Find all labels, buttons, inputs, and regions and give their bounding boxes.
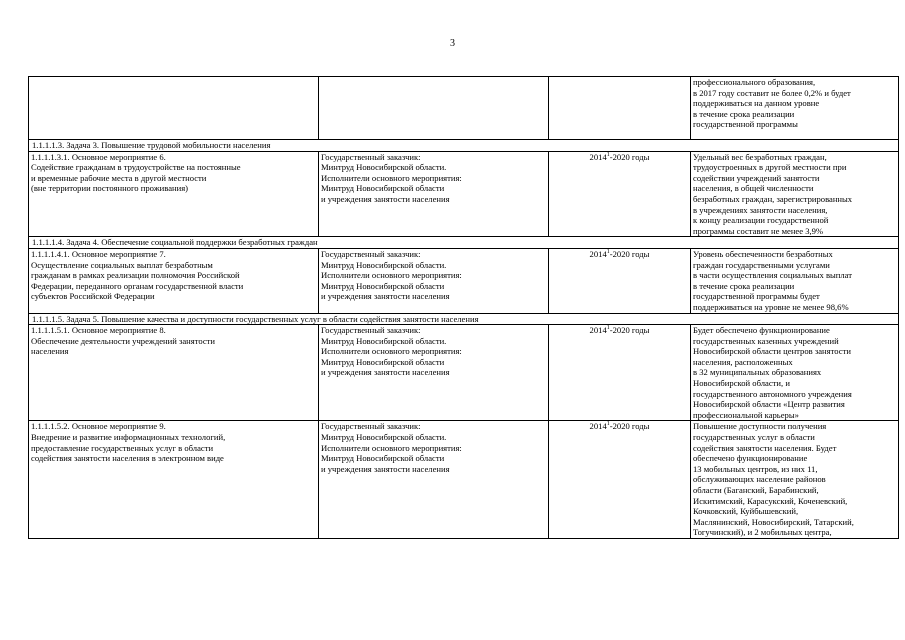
- period-cell: [549, 77, 691, 140]
- measure-name-cell: 1.1.1.1.4.1. Основное мероприятие 7. Осуществление социальных выплат безработным гражданам в рамках реализации полномочия Российской Федерации, переданного органам государственной власти субъектов Российской Федерации: [29, 248, 319, 313]
- task-heading: 1.1.1.1.3. Задача 3. Повышение трудовой мобильности населения: [29, 140, 899, 152]
- table-row-measure-7: [29, 248, 899, 313]
- period-cell: 2014$^1$-2020 годы: [549, 151, 691, 237]
- measure-name-cell: 1.1.1.1.5.2. Основное мероприятие 9. Внедрение и развитие информационных технологий, предоставление государственных услуг в области содействия занятости населения в электронном виде: [29, 421, 319, 539]
- executor-cell: Государственный заказчик: Минтруд Новосибирской области. Исполнители основного мероприятия: Минтруд Новосибирской области и учреждения занятости населения: [319, 151, 549, 237]
- result-cell: Повышение доступности получения государственных услуг в области содействия занятости населения. Будет обеспечено функционирование 13 мобильных центров, из них 11, обслуживающих население районов области (Баганский, Барабинский, Искитимский, Карасукский, Коченевский, Кочковский, Куйбышевский, Маслянинский, Новосибирский, Татарский, Тогучинский), и 2 мобильных центра,: [691, 421, 899, 539]
- executor-cell: Государственный заказчик: Минтруд Новосибирской области. Исполнители основного мероприятия: Минтруд Новосибирской области и учреждения занятости населения: [319, 248, 549, 313]
- executor-cell: Государственный заказчик: Минтруд Новосибирской области. Исполнители основного мероприятия: Минтруд Новосибирской области и учреждения занятости населения: [319, 325, 549, 421]
- period-cell: 2014$^1$-2020 годы: [549, 325, 691, 421]
- task-row-3: [29, 140, 899, 152]
- task-heading: 1.1.1.1.4. Задача 4. Обеспечение социальной поддержки безработных граждан: [29, 237, 899, 249]
- result-cell: профессионального образования, в 2017 году составит не более 0,2% и будет поддерживаться на данном уровне в течение срока реализации государственной программы: [691, 77, 899, 140]
- table-row-measure-6: [29, 151, 899, 237]
- task-row-4: [29, 237, 899, 249]
- period-cell: 2014$^1$-2020 годы: [549, 248, 691, 313]
- table-row-measure-9: [29, 421, 899, 539]
- result-cell: Будет обеспечено функционирование государственных казенных учреждений Новосибирской области центров занятости населения, расположенных в 32 муниципальных образованиях Новосибирской области, и государственного автономного учреждения Новосибирской области «Центр развития профессиональной карьеры»: [691, 325, 899, 421]
- program-measures-table: [28, 76, 899, 539]
- executor-cell: Государственный заказчик: Минтруд Новосибирской области. Исполнители основного мероприятия: Минтруд Новосибирской области и учреждения занятости населения: [319, 421, 549, 539]
- period-cell: 2014$^1$-2020 годы: [549, 421, 691, 539]
- table-row-continuation: [29, 77, 899, 140]
- measure-name-cell: [29, 77, 319, 140]
- task-row-5: [29, 313, 899, 325]
- result-cell: Уровень обеспеченности безработных граждан государственными услугами в части осуществления социальных выплат в течение срока реализации государственной программы будет поддерживаться на уровне не менее 98,6%: [691, 248, 899, 313]
- table-row-measure-8: [29, 325, 899, 421]
- measure-name-cell: 1.1.1.1.3.1. Основное мероприятие 6. Содействие гражданам в трудоустройстве на постоянные и временные рабочие места в другой местности (вне территории постоянного проживания): [29, 151, 319, 237]
- result-cell: Удельный вес безработных граждан, трудоустроенных в другой местности при содействии учреждений занятости населения, в общей численности безработных граждан, зарегистрированных в учреждениях занятости населения, к концу реализации государственной программы составит не менее 3,9%: [691, 151, 899, 237]
- executor-cell: [319, 77, 549, 140]
- page-number: 3: [450, 38, 455, 49]
- task-heading: 1.1.1.1.5. Задача 5. Повышение качества и доступности государственных услуг в области содействия занятости населения: [29, 313, 899, 325]
- measure-name-cell: 1.1.1.1.5.1. Основное мероприятие 8. Обеспечение деятельности учреждений занятости населения: [29, 325, 319, 421]
